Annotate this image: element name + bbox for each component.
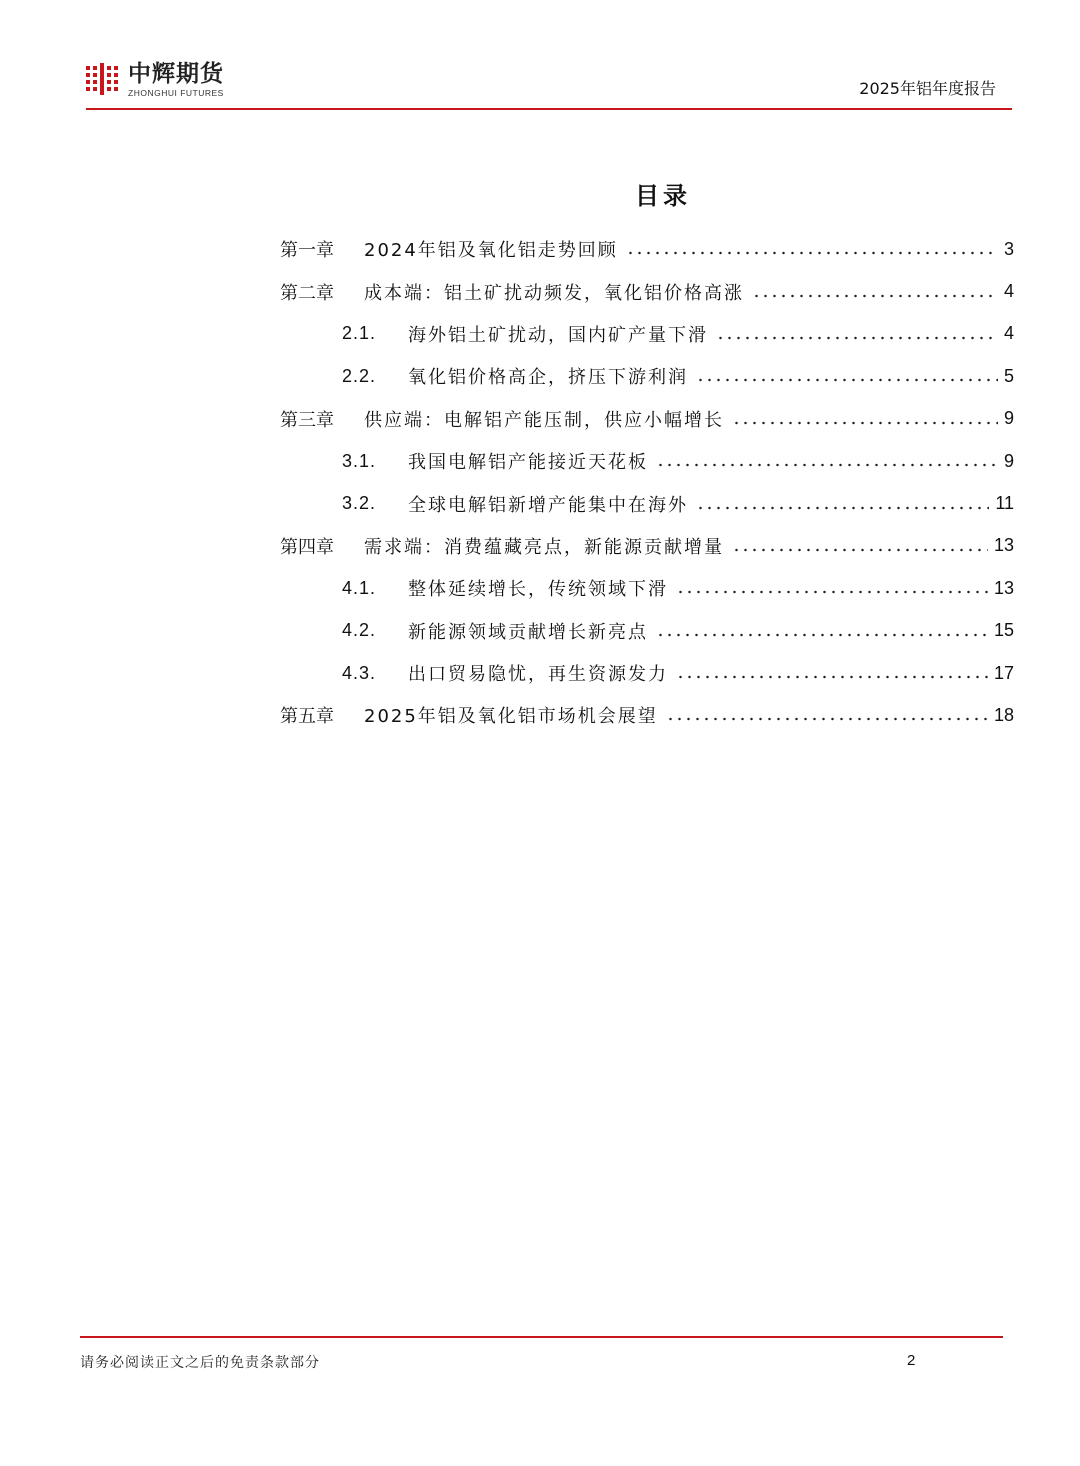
toc-entry-title: 供应端：电解铝产能压制，供应小幅增长 — [364, 409, 724, 431]
footer-disclaimer: 请务必阅读正文之后的免责条款部分 — [80, 1355, 320, 1371]
page-header — [0, 0, 1080, 112]
toc-entry-number: 4.3. — [342, 662, 377, 683]
report-title: 2025年铝年度报告 — [859, 79, 996, 98]
toc-entry-number: 第五章 — [280, 706, 334, 728]
toc-entry-page: 13 — [993, 577, 1014, 598]
toc-entry-page: 5 — [1003, 365, 1014, 386]
toc-section-entry[interactable] — [280, 313, 1014, 355]
toc-dot-leader — [752, 287, 998, 305]
toc-dot-leader — [732, 541, 988, 559]
toc-section-entry[interactable] — [280, 482, 1014, 524]
toc-entry-number: 3.1. — [342, 450, 377, 471]
toc-dot-leader — [656, 626, 988, 644]
toc-entry-number: 2.2. — [342, 365, 377, 386]
toc-entry-number: 第四章 — [280, 536, 334, 558]
toc-entry-number: 第一章 — [280, 240, 334, 262]
toc-entry-page: 11 — [995, 493, 1014, 514]
toc-chapter-entry[interactable] — [280, 228, 1014, 270]
toc-entry-number: 第二章 — [280, 282, 334, 304]
toc-entry-page: 17 — [993, 662, 1014, 683]
toc-dot-leader — [716, 329, 998, 347]
footer-page-number: 2 — [907, 1352, 916, 1369]
footer-divider — [80, 1336, 1003, 1338]
toc-entry-page: 3 — [1003, 238, 1014, 259]
toc-dot-leader — [676, 583, 988, 601]
toc-dot-leader — [626, 244, 998, 262]
toc-chapter-entry[interactable] — [280, 270, 1014, 312]
toc-entry-title: 需求端：消费蕴藏亮点，新能源贡献增量 — [364, 536, 724, 558]
toc-section-entry[interactable] — [280, 355, 1014, 397]
toc-dot-leader — [666, 710, 988, 728]
toc-entry-title: 新能源领域贡献增长新亮点 — [408, 621, 648, 643]
toc-entry-title: 2024年铝及氧化铝走势回顾 — [364, 240, 618, 262]
toc-section-entry[interactable] — [280, 440, 1014, 482]
header-divider — [86, 108, 1012, 110]
toc-entry-number: 第三章 — [280, 409, 334, 431]
toc-section-entry[interactable] — [280, 610, 1014, 652]
toc-entry-page: 4 — [1003, 281, 1014, 302]
toc-entry-title: 全球电解铝新增产能集中在海外 — [408, 494, 688, 516]
table-of-contents — [280, 228, 1014, 737]
toc-dot-leader — [696, 371, 998, 389]
toc-dot-leader — [676, 668, 988, 686]
toc-chapter-entry[interactable] — [280, 525, 1014, 567]
toc-entry-title: 成本端：铝土矿扰动频发，氧化铝价格高涨 — [364, 282, 744, 304]
toc-chapter-entry[interactable] — [280, 398, 1014, 440]
toc-entry-number: 4.1. — [342, 577, 377, 598]
toc-chapter-entry[interactable] — [280, 694, 1014, 736]
logo-chinese-name: 中辉期货 — [128, 60, 224, 87]
toc-entry-title: 海外铝土矿扰动，国内矿产量下滑 — [408, 324, 708, 346]
toc-entry-page: 15 — [993, 620, 1014, 641]
toc-entry-number: 2.1. — [342, 323, 377, 344]
toc-section-entry[interactable] — [280, 652, 1014, 694]
toc-entry-title: 我国电解铝产能接近天花板 — [408, 452, 648, 474]
toc-entry-number: 3.2. — [342, 493, 377, 514]
toc-entry-page: 9 — [1003, 408, 1014, 429]
toc-entry-page: 18 — [993, 704, 1014, 725]
toc-entry-title: 氧化铝价格高企，挤压下游利润 — [408, 367, 688, 389]
toc-entry-page: 4 — [1003, 323, 1014, 344]
toc-entry-title: 2025年铝及氧化铝市场机会展望 — [364, 706, 658, 728]
company-logo — [86, 62, 224, 98]
toc-entry-title: 整体延续增长，传统领域下滑 — [408, 579, 668, 601]
toc-entry-page: 13 — [993, 535, 1014, 556]
toc-dot-leader — [732, 414, 998, 432]
logo-english-name: ZHONGHUI FUTURES — [128, 87, 224, 98]
toc-dot-leader — [696, 499, 989, 517]
toc-dot-leader — [656, 456, 998, 474]
toc-heading: 目录 — [635, 182, 691, 210]
toc-section-entry[interactable] — [280, 567, 1014, 609]
toc-entry-page: 9 — [1003, 450, 1014, 471]
logo-mark-icon — [86, 63, 120, 97]
toc-entry-title: 出口贸易隐忧，再生资源发力 — [408, 664, 668, 686]
toc-entry-number: 4.2. — [342, 620, 377, 641]
